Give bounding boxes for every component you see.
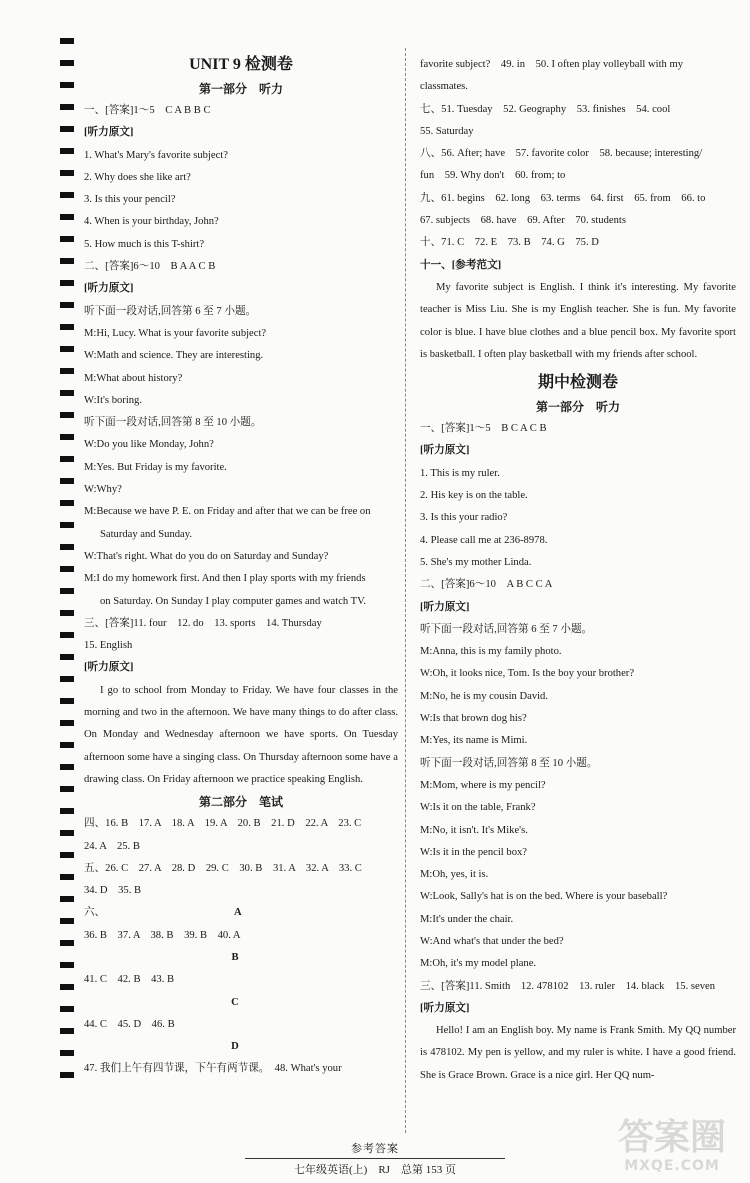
text-line: 4. When is your birthday, John? [84, 216, 219, 228]
text-line: M:Yes, its name is Mimi. [420, 735, 528, 747]
text-line: M:Oh, yes, it is. [420, 869, 489, 881]
footer-page-info: 七年级英语(上) RJ 总第 153 页 [294, 1164, 456, 1176]
right-column [420, 54, 736, 1087]
passage-c-answers: 44. C 45. D 46. B [84, 1018, 175, 1030]
text-line: W:That's right. What do you do on Saturday and Sunday? [84, 550, 329, 562]
text-line: M:No, he is my cousin David. [420, 690, 548, 702]
listening-passage: I go to school from Monday to Friday. We have four classes in the morning and two in the afternoon. We have many things to do after class. On Monday and Wednesday afternoon we have sports. On Tuesday afternoon some have a singing class. On Thursday afternoon some have a drawing class. On Friday afternoon we practice speaking English. [84, 684, 398, 785]
passage-b-answers: 41. C 42. B 43. B [84, 974, 175, 986]
text-line: M:Yes. But Friday is my favorite. [84, 461, 227, 473]
text-line: 5. How much is this T-shirt? [84, 238, 205, 250]
text-line: 4. Please call me at 236-8978. [420, 534, 548, 546]
text-line: M:Hi, Lucy. What is your favorite subject? [84, 327, 267, 339]
text-line: M:I do my homework first. And then I play sports with my friends [84, 573, 366, 585]
watermark-logo [602, 1118, 742, 1178]
text-line: 3. Is this your pencil? [84, 194, 176, 206]
passage-b-label: B [231, 951, 239, 963]
section-1-answer: 一、[答案]1～5 C A B B C [84, 105, 211, 116]
watermark-text: 答案圈 [617, 1117, 726, 1158]
text-line: Saturday and Sunday. [100, 528, 192, 540]
text-line: classmates. [420, 81, 468, 93]
midterm-listening-passage: Hello! I am an English boy. My name is Frank Smith. My QQ number is 478102. My pen is yellow, and my ruler is white. I have a good friend. She is Grace Brown. Grace is a nice girl. Her QQ num- [420, 1025, 736, 1081]
text-line: M:Anna, this is my family photo. [420, 646, 562, 658]
text-line: W:Is that brown dog his? [420, 713, 527, 725]
section-8-answers: 八、56. After; have 57. favorite color 58. because; interesting/ [420, 148, 703, 160]
text-line: W:Is it on the table, Frank? [420, 802, 536, 814]
unit-title: UNIT 9 检测卷 [189, 56, 293, 73]
midterm-part-one-heading: 第一部分 听力 [535, 400, 620, 415]
passage-a-answers: 36. B 37. A 38. B 39. B 40. A [84, 929, 241, 941]
section-5-answers-cont: 34. D 35. B [84, 885, 142, 897]
section-7-answers: 七、51. Tuesday 52. Geography 53. finishes 54. cool [420, 103, 671, 115]
section-2-label: [听力原文] [84, 283, 134, 295]
footer-section-name: 参考答案 [351, 1143, 399, 1155]
binding-marks [0, 38, 42, 1094]
midterm-section-1-answer: 一、[答案]1～5 B C A C B [420, 423, 547, 435]
section-10-answers: 十、71. C 72. E 73. B 74. G 75. D [420, 237, 599, 249]
midterm-section-2-label: [听力原文] [420, 601, 470, 613]
section-3-answer: 三、[答案]11. four 12. do 13. sports 14. Thursday [84, 617, 322, 629]
section-3-label: [听力原文] [84, 662, 134, 674]
text-line: 1. This is my ruler. [420, 467, 500, 479]
midterm-section-3-answer: 三、[答案]11. Smith 12. 478102 13. ruler 14. black 15. seven [420, 980, 716, 992]
text-line: W:Do you like Monday, John? [84, 439, 214, 451]
text-line: 55. Saturday [420, 125, 474, 137]
text-line: on Saturday. On Sunday I play computer games and watch TV. [100, 595, 367, 607]
text-line: M:Oh, it's my model plane. [420, 958, 537, 970]
section-2-answer: 二、[答案]6～10 B A A C B [84, 261, 216, 273]
section-4-answers-cont: 24. A 25. B [84, 840, 140, 852]
text-line: W:Math and science. They are interesting. [84, 350, 264, 362]
text-line: 2. Why does she like art? [84, 171, 191, 183]
text-line: 听下面一段对话,回答第 6 至 7 小题。 [84, 305, 257, 317]
part-one-heading: 第一部分 听力 [198, 82, 283, 96]
text-line: 1. What's Mary's favorite subject? [84, 149, 228, 161]
text-line: 3. Is this your radio? [420, 512, 508, 524]
text-line: favorite subject? 49. in 50. I often play volleyball with my [420, 59, 684, 70]
section-4-answers: 四、16. B 17. A 18. A 19. A 20. B 21. D 22. A 23. C [84, 818, 362, 830]
text-line: 2. His key is on the table. [420, 490, 528, 502]
sample-essay: My favorite subject is English. I think it's interesting. My favorite teacher is Miss Liu. She is my English teacher. She is fun. My favorite color is blue. I have blue clothes and a blue pencil box. My favorite sport is basketball. I often play basketball with my friends after school. [420, 281, 736, 360]
text-line: 听下面一段对话,回答第 6 至 7 小题。 [420, 623, 593, 635]
midterm-section-3-label: [听力原文] [420, 1002, 470, 1014]
text-line: W:And what's that under the bed? [420, 935, 564, 947]
text-line: M:Because we have P. E. on Friday and after that we can be free on [84, 506, 371, 518]
section-11-label: 十一、[参考范文] [420, 259, 502, 271]
text-line: M:What about history? [84, 372, 183, 384]
text-line: 67. subjects 68. have 69. After 70. students [420, 215, 626, 227]
section-1-label: [听力原文] [84, 127, 134, 139]
text-line: M:Mom, where is my pencil? [420, 779, 546, 791]
text-line: W:It's boring. [84, 394, 143, 406]
text-line: M:It's under the chair. [420, 913, 514, 925]
text-line: W:Why? [84, 484, 122, 496]
text-line: 5. She's my mother Linda. [420, 556, 532, 568]
section-6-label: 六、 [84, 907, 106, 919]
passage-a-label: A [234, 907, 242, 919]
section-7-answer: 47. 我们上午有四节课，下午有两节课。 48. What's your [84, 1063, 342, 1075]
watermark-url: MXQE.COM [624, 1158, 720, 1174]
midterm-section-1-label: [听力原文] [420, 445, 470, 457]
text-line: fun 59. Why don't 60. from; to [420, 170, 566, 182]
text-line: M:No, it isn't. It's Mike's. [420, 824, 528, 836]
passage-c-label: C [231, 996, 239, 1008]
text-line: W:Is it in the pencil box? [420, 846, 527, 858]
section-3-answer-cont: 15. English [84, 640, 133, 652]
section-6-heading [84, 902, 398, 924]
text-line: 听下面一段对话,回答第 8 至 10 小题。 [420, 757, 598, 769]
left-column [84, 52, 398, 1081]
footer-rule [245, 1158, 505, 1159]
text-line: 听下面一段对话,回答第 8 至 10 小题。 [84, 417, 262, 429]
midterm-section-2-answer: 二、[答案]6～10 A B C C A [420, 579, 553, 591]
section-5-answers: 五、26. C 27. A 28. D 29. C 30. B 31. A 32. A 33. C [84, 862, 362, 874]
passage-d-label: D [231, 1041, 239, 1053]
column-divider [405, 48, 406, 1133]
midterm-title: 期中检测卷 [537, 374, 618, 392]
section-9-answers: 九、61. begins 62. long 63. terms 64. first 65. from 66. to [420, 192, 706, 204]
text-line: W:Oh, it looks nice, Tom. Is the boy your brother? [420, 668, 635, 680]
part-two-heading: 第二部分 笔试 [198, 795, 283, 810]
text-line: W:Look, Sally's hat is on the bed. Where is your baseball? [420, 891, 668, 903]
